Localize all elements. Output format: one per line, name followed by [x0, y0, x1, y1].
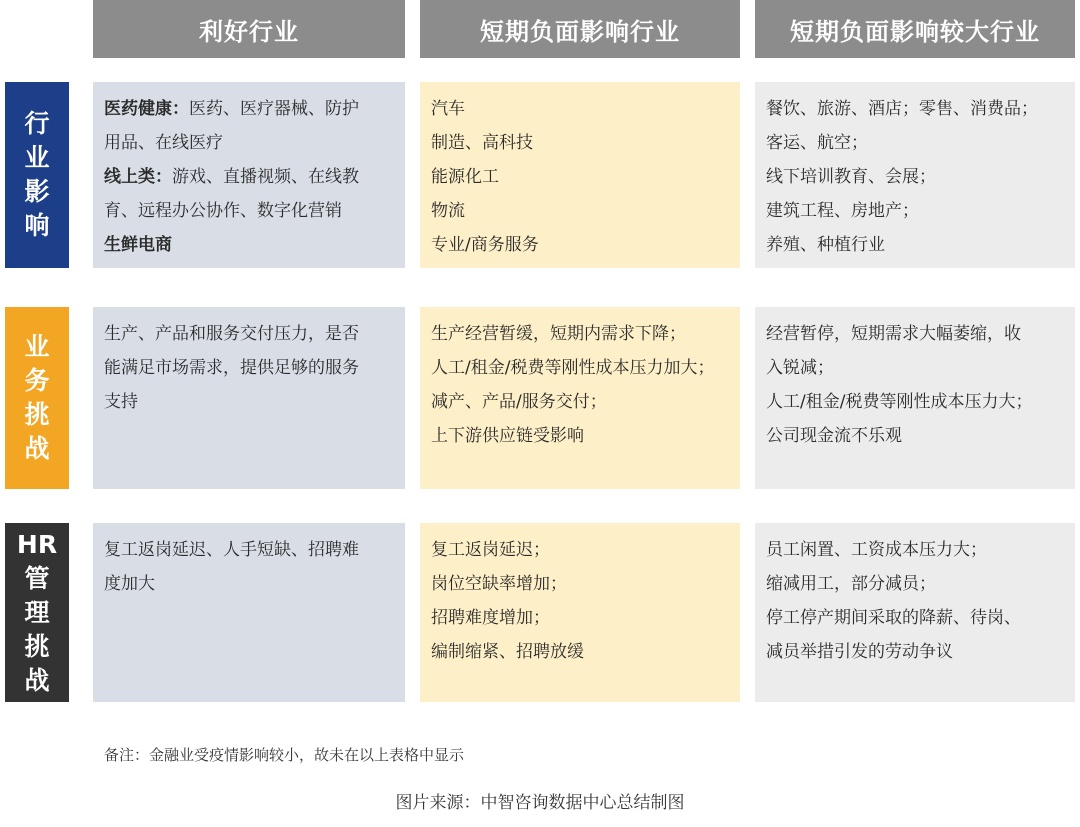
- cell-line: [104, 567, 395, 601]
- cell-line: [431, 160, 730, 194]
- cell-text: 上下游供应链受影响: [431, 426, 584, 446]
- cell-line: [766, 317, 1065, 351]
- cell-line: [104, 126, 395, 160]
- row-label-char: 行: [24, 109, 50, 138]
- cell-text: 汽车: [431, 99, 465, 119]
- cell-text: 能源化工: [431, 167, 499, 187]
- row-label-char: 响: [24, 211, 50, 240]
- cell-text: 度加大: [104, 574, 155, 594]
- cell-line: [431, 635, 730, 669]
- row-label-char: 业: [24, 143, 50, 172]
- row-label-hr-challenge: [5, 523, 69, 702]
- cell-text: 游戏、直播视频、在线教: [172, 167, 359, 187]
- cell-text: 经营暂停，短期需求大幅萎缩，收: [766, 324, 1021, 344]
- cell-text: 复工返岗延迟；: [431, 540, 550, 560]
- cell-line: [104, 92, 395, 126]
- cell-text: 物流: [431, 201, 465, 221]
- cell-line: [104, 351, 395, 385]
- cell-line: [766, 351, 1065, 385]
- row-label-char: 战: [24, 434, 50, 463]
- cell-text: 编制缩紧、招聘放缓: [431, 642, 584, 662]
- cell-line: [104, 317, 395, 351]
- cell-text: 客运、航空；: [766, 133, 868, 153]
- cell-line: [766, 92, 1065, 126]
- cell-r0-negative: [420, 82, 740, 268]
- cell-r1-severe: [755, 307, 1075, 489]
- cell-text: 专业/商务服务: [431, 235, 539, 255]
- cell-text: 医药、医疗器械、防护: [189, 99, 359, 119]
- cell-text: 停工停产期间采取的降薪、待岗、: [766, 608, 1021, 628]
- row-label-char: 战: [24, 665, 50, 695]
- cell-line: [431, 351, 730, 385]
- cell-text: 生产、产品和服务交付压力，是否: [104, 324, 359, 344]
- cell-text: 减产、产品/服务交付；: [431, 392, 607, 412]
- cell-r0-severe: [755, 82, 1075, 268]
- cell-text: 岗位空缺率增加；: [431, 574, 567, 594]
- row-label-char: 业: [24, 332, 50, 361]
- cell-line: [104, 385, 395, 419]
- cell-line: [431, 533, 730, 567]
- cell-text: 招聘难度增加；: [431, 608, 550, 628]
- row-label-business-challenge: [5, 307, 69, 489]
- cell-line: [431, 126, 730, 160]
- cell-line: [431, 228, 730, 262]
- cell-line: [766, 601, 1065, 635]
- cell-text: 餐饮、旅游、酒店；零售、消费品；: [766, 99, 1038, 119]
- row-label-char: HR: [16, 529, 58, 559]
- cell-text: 人工/租金/税费等刚性成本压力加大；: [431, 358, 715, 378]
- column-header-beneficial: 利好行业: [93, 0, 405, 58]
- cell-text: 缩减用工，部分减员；: [766, 574, 936, 594]
- cell-text: 入锐减；: [766, 358, 834, 378]
- cell-text: 建筑工程、房地产；: [766, 201, 919, 221]
- cell-text: 支持: [104, 392, 138, 412]
- cell-line: [104, 228, 395, 262]
- cell-text: 复工返岗延迟、人手短缺、招聘难: [104, 540, 359, 560]
- column-header-severe: 短期负面影响较大行业: [755, 0, 1075, 58]
- category-label: 线上类：: [104, 167, 172, 187]
- cell-line: [431, 385, 730, 419]
- footnote: 备注：金融业受疫情影响较小，故未在以上表格中显示: [104, 746, 465, 764]
- cell-line: [766, 228, 1065, 262]
- image-source: 图片来源：中智咨询数据中心总结制图: [395, 793, 685, 813]
- cell-line: [431, 317, 730, 351]
- cell-line: [104, 160, 395, 194]
- cell-text: 制造、高科技: [431, 133, 533, 153]
- cell-r2-beneficial: [93, 523, 405, 702]
- cell-line: [766, 419, 1065, 453]
- row-label-char: 管: [24, 563, 50, 593]
- cell-text: 减员举措引发的劳动争议: [766, 642, 953, 662]
- cell-text: 生产经营暂缓，短期内需求下降；: [431, 324, 686, 344]
- cell-line: [766, 533, 1065, 567]
- cell-line: [104, 533, 395, 567]
- cell-text: 用品、在线医疗: [104, 133, 223, 153]
- cell-line: [431, 194, 730, 228]
- cell-line: [766, 194, 1065, 228]
- cell-text: 员工闲置、工资成本压力大；: [766, 540, 987, 560]
- cell-line: [766, 126, 1065, 160]
- category-label: 医药健康：: [104, 99, 189, 119]
- cell-line: [431, 92, 730, 126]
- cell-line: [766, 567, 1065, 601]
- row-label-char: 挑: [24, 631, 50, 661]
- row-label-char: 务: [24, 366, 50, 395]
- cell-line: [431, 419, 730, 453]
- category-label: 生鲜电商: [104, 235, 172, 255]
- cell-text: 人工/租金/税费等刚性成本压力大；: [766, 392, 1033, 412]
- row-label-char: 挑: [24, 400, 50, 429]
- cell-line: [766, 635, 1065, 669]
- cell-text: 公司现金流不乐观: [766, 426, 902, 446]
- cell-text: 线下培训教育、会展；: [766, 167, 936, 187]
- cell-line: [766, 385, 1065, 419]
- row-label-char: 理: [24, 597, 50, 627]
- cell-text: 育、远程办公协作、数字化营销: [104, 201, 342, 221]
- cell-r2-severe: [755, 523, 1075, 702]
- row-label-char: 影: [24, 177, 50, 206]
- cell-text: 养殖、种植行业: [766, 235, 885, 255]
- cell-line: [431, 601, 730, 635]
- cell-r1-negative: [420, 307, 740, 489]
- cell-r2-negative: [420, 523, 740, 702]
- cell-text: 能满足市场需求，提供足够的服务: [104, 358, 359, 378]
- row-label-industry-impact: [5, 82, 69, 268]
- cell-r1-beneficial: [93, 307, 405, 489]
- cell-line: [431, 567, 730, 601]
- cell-r0-beneficial: [93, 82, 405, 268]
- column-header-negative: 短期负面影响行业: [420, 0, 740, 58]
- cell-line: [766, 160, 1065, 194]
- cell-line: [104, 194, 395, 228]
